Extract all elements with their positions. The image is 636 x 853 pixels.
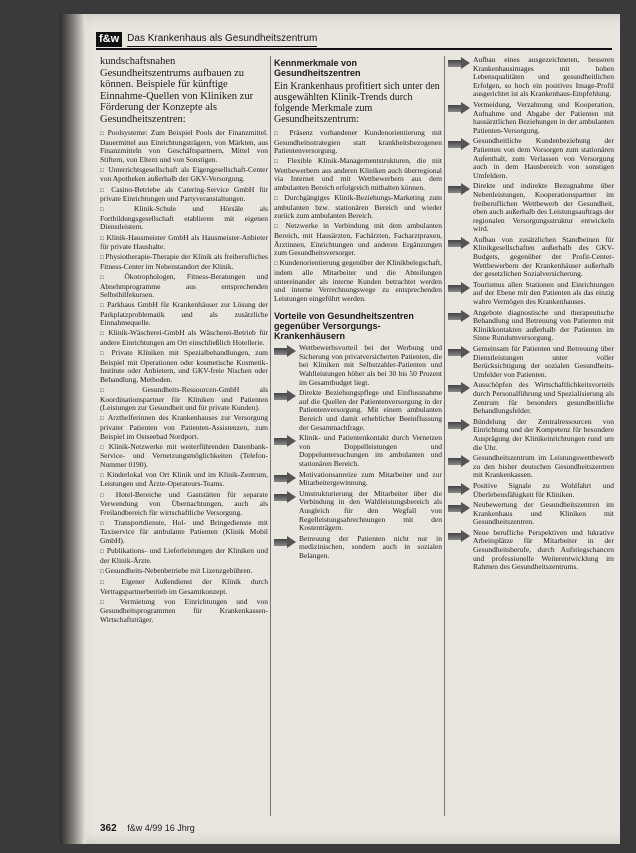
section-lead: Ein Krankenhaus profitiert sich unter den ausgewählten Klinik-Trends durch folgende Merkmale zum Gesundheitszentrum: [274, 81, 440, 125]
arrow-icon [448, 419, 470, 432]
section-heading: Kennmerkmale von Gesundheitszentren [274, 58, 361, 78]
advantage-text: Motivationsanreize zum Mitarbeiter und zur Mitarbeitergewinnung. [299, 469, 442, 488]
journal-ref: f&w 4/99 16 Jhrg [127, 823, 195, 833]
list-item: □ Gesundheits-Ressourcen-GmbH als Koordinationspartner für Kliniken und Patienten (Leistungen zur Gesundheit und für private Kunden). [100, 386, 268, 413]
advantage-text: Positive Signale zu Wohlfahrt und Überlebensfähigkeit für Kliniken. [473, 480, 614, 499]
arrow-icon [448, 57, 470, 70]
list-item: □ Casino-Betriebe als Catering-Service GmbH für private Einrichtungen und Partyveranstaltungen. [100, 186, 268, 204]
list-item: □ Arzthelferinnen des Krankenhauses zur Versorgung privater Patienten von Patienten-Assistenzen, zum Beispiel im Ostseebad Nordport. [100, 414, 268, 441]
list-item: □ Parkhaus GmbH für Krankenhäuser zur Lösung der Parkplatzproblematik und als zusätzliche Einnahmequelle. [100, 301, 268, 328]
list-item: □ Klinik-Schule und Hörsäle als Fortbildungsgesellschaft etablieren mit eigenen Dienstleistern. [100, 205, 268, 232]
list-item: □ Durchgängiges Klinik-Beziehungs-Marketing zum ambulanten bzw. stationären Bereich und wieder zurück zum ambulanten Bereich. [274, 194, 442, 221]
advantage-text: Tourismus allen Stationen und Einrichtungen auf der Ebene mit den Patienten als das einzig wahre Vermögen des Krankenhauses. [473, 279, 614, 307]
advantage-text: Direkte und indirekte Bezugnahme über Nebenleistungen, Kooperationspartner im freiberuflichen Wettbewerb der Gesundheit, eben auch außerhalb des Leistungsauftrags der regionalen Versorgungsstruktur entwickeln wird. [473, 181, 614, 234]
list-item: □ Klinik-Hausmeister GmbH als Hausmeister-Anbieter für private Haushalte. [100, 234, 268, 252]
advantage-text: Ausschöpfen des Wirtschaftlichkeitsvorteils durch Personalführung und Spezialisierung als Zentrum für besonders gesundheitliche Behandlungsfelder. [473, 380, 614, 416]
arrow-icon [448, 483, 470, 496]
arrow-icon [448, 102, 470, 115]
advantage-item [274, 490, 442, 533]
list-item: □ Hotel-Bereiche und Gaststätten für separate Verwendung von Übernachtungen, auch als Freilandbereich für wirtschaftliche Versorgung. [100, 491, 268, 518]
advantage-item [448, 501, 614, 527]
advantage-item [448, 281, 614, 307]
list-item: □ Vermietung von Einrichtungen und von Gesundheitsprogrammen für Krankenkassen-Wirtschaftsträger. [100, 598, 268, 625]
arrow-icon [448, 282, 470, 295]
advantage-text: Gemeinsam für Patienten und Betreuung über Dienstleistungen unter voller Berücksichtigung der sozialen Gesundheits-Umfelder von Patienten. [473, 344, 614, 379]
list-item: □ Transportdienste, Hol- und Bringedienste mit Taxiservice für ambulante Patienten (Klinik Mobil GmbH). [100, 519, 268, 546]
list-item: □ Flexible Klinik-Managementstrukturen, die mit Wettbewerbern aus anderen Kliniken auch überregional via Internet und mit Wettbewerbern aus dem ambulanten Bereich erfolgreich mithalten können. [274, 157, 442, 192]
column-2 [274, 56, 442, 818]
arrow-icon [448, 138, 470, 151]
advantage-text: Neue berufliche Perspektiven und lukrative Arbeitsplätze für Mitarbeiter in der Gesundheitsberufe, durch Aufstiegschancen und professionelle Weiterentwicklung im Rahmen des Gesundheitszentrums. [473, 527, 614, 572]
arrow-icon [448, 530, 470, 543]
list-item: □ Unterrichtsgesellschaft als Eigengesellschaft-Center von Apotheken außerhalb der GKV-Versorgung. [100, 166, 268, 184]
advantage-text: Gesundheitszentrum im Leistungswettbewerb zu den bisher deutschen Gesundheitszentren mit Krankenkassen. [473, 453, 614, 480]
arrow-icon [448, 310, 470, 323]
arrow-icon [274, 435, 296, 448]
list-item: □ Kundenorientierung gegenüber der Klinikbelegschaft, indem alle Mitarbeiter und die Abteilungen untereinander als interne Kunden betrachtet werden und interne Verrechnungswege zu entsprechenden Leistungen eingeführt werden. [274, 259, 442, 303]
advantage-text: Angebote diagnostische und therapeutische Behandlung und Betreuung von Patienten mit Klinikkontakten außerhalb der Patienten im Sinne Rundumversorgung. [473, 307, 614, 343]
list-item: □ Netzwerke in Verbindung mit dem ambulanten Bereich, mit Hausärzten, Fachärzten, Facharztpraxen, Ärztinnen, Einrichtungen und anderen Ergänzungen zum Gesundheitsversorger. [274, 222, 442, 257]
running-head: Das Krankenhaus als Gesundheitszentrum [127, 32, 317, 47]
advantage-text: Aufbau eines ausgezeichneten, besseren Krankenhausimages mit hohen Lebensqualitäten und gesundheitlichen Erfolgen, so hoch ein positives Image-Profil ausgerichtet ist als Krankenhaus-Empfehlung. [473, 56, 614, 99]
advantage-item [274, 434, 442, 468]
list-item: □ Gesundheits-Nebenbetriebe mit Lizenzgebühren. [100, 567, 268, 577]
advantage-item [448, 137, 614, 180]
list-item: □ Klinik-Wäscherei-GmbH als Wäscherei-Betrieb für andere Einrichtungen am Ort einschließlich Hotellerie. [100, 329, 268, 347]
arrow-icon [448, 502, 470, 515]
advantage-item [448, 345, 614, 379]
advantage-item [274, 344, 442, 387]
advantage-item [448, 482, 614, 499]
list-item: □ Poolsysteme: Zum Beispiel Pools der Finanzmittel. Dauermittel aus Einrichtungsträgern, von Märkten, aus Finanzmitteln von Geschäftspartnern, Mittel von Stiftern, von Eltern und von Sonstigen. [100, 129, 268, 164]
arrow-icon [274, 491, 296, 504]
advantage-item [274, 389, 442, 432]
advantage-text: Aufbau von zusätzlichen Standbeinen für Klinikgesellschaften außerhalb des GKV-Budgets, gegenüber der Profit-Center-Wettbewerbern der Krankenhäuser außerhalb der gesetzlichen Sozialversicherung. [473, 234, 614, 279]
arrow-icon [448, 382, 470, 395]
section-heading-2: Vorteile von Gesundheitszentren gegenüber Versorgungs-Krankenhäusern [274, 311, 414, 342]
arrow-icon [448, 183, 470, 196]
advantage-text: Neubewertung der Gesundheitszentren im Krankenhaus und Kliniken mit Gesundheitszentren. [473, 500, 614, 527]
arrow-icon [274, 472, 296, 485]
advantage-item [448, 56, 614, 99]
advantage-text: Gesundheitliche Kundenbeziehung der Patienten von dem Vorsorgen zum stationären Aufenthalt, zum Verlassen von Versorgung auch in dem Hausbereich von sonstigen Umfeldern. [473, 136, 614, 180]
advantage-item [448, 418, 614, 452]
advantage-text: Wettbewerbsvorteil bei der Werbung und Sicherung von privatversicherten Patienten, die bei Kliniken mit Selbstzahler-Patienten und Wahlleistungen höher als bei 30 bis 50 Prozent im Gesamtbudget liegt. [299, 343, 442, 387]
column-intro: kundschaftsnahen Gesundheitszentrums aufbauen zu können. Beispiele für künftige Einnahme-Quellen von Kliniken zur Förderung der Konzepte als Gesundheitszentren: [100, 56, 254, 125]
column-3 [448, 56, 614, 818]
list-item: □ Klinik-Netzwerke mit weiterführenden Datenbank-Service- und Vernetzungsmöglichkeiten (Telefon-Nummer 0190). [100, 443, 268, 470]
advantage-item [448, 309, 614, 343]
advantage-text: Betreuung der Patienten nicht nur in medizinischen, sondern auch in sozialen Belangen. [299, 533, 442, 560]
arrow-icon [274, 345, 296, 358]
list-item: □ Eigener Außendienst der Klinik durch Vertragspartnerbetrieb im Gesamtkonzept. [100, 578, 268, 596]
list-item: □ Publikations- und Lieferleistungen der Kliniken und der Klinik-Ärzte. [100, 547, 268, 565]
advantage-item [448, 101, 614, 135]
list-item: □ Ökotrophologen, Fitness-Beratungen und Abnehmprogramme aus entsprechenden Selbsthilfekursen. [100, 273, 268, 300]
advantage-text: Direkte Beziehungspflege und Einflussnahme auf die Quellen der Patientenversorgung in der Patientenversorgung. Mit einem ambulanten Bereich und damit erheblicher Beeinflussung der Gesamtnachfrage. [299, 388, 442, 432]
page [60, 14, 620, 844]
advantage-text: Bündelung der Zentralressourcen von Einrichtung und der Kompetenz für besondere Ausprägung der Klinikeinrichtungen rund um die Uhr. [473, 416, 614, 452]
advantage-item [448, 529, 614, 572]
list-item: □ Kinderlokal von Ort Klinik und im Klinik-Zentrum, Leistungen und Ärzte-Operateurs-Teams. [100, 471, 268, 489]
arrow-icon [448, 346, 470, 359]
journal-logo: f&w [96, 32, 122, 47]
advantages-list [448, 56, 614, 572]
advantage-item [448, 454, 614, 480]
advantage-item [274, 535, 442, 561]
column-rule [444, 56, 445, 816]
bullet-list [100, 129, 268, 624]
advantage-text: Umstrukturierung der Mitarbeiter über die Verbindung in den Wahlleistungsbereich als Ausgleich für den Wegfall von Regelleistungsabrechnungen mit den Kostenträgern. [299, 488, 442, 533]
advantage-text: Vermeidung, Verzahnung und Kooperation, Aufnahme und Abgabe der Patienten mit hausärztlichen Beziehungen in der ambulanten Patienten-Versorgung. [473, 99, 614, 135]
advantage-item [274, 471, 442, 488]
arrow-icon [448, 237, 470, 250]
arrow-icon [448, 455, 470, 468]
advantage-text: Klinik- und Patientenkontakt durch Vernetzen von Doppelleistungen und Doppeluntersuchungen im ambulanten und stationären Bereich. [299, 433, 442, 468]
page-number: 362 [100, 823, 117, 834]
list-item: □ Präsenz vorhandener Kundenorientierung mit Gesundheitsstrategien statt krankheitsbezogenen Patientenversorgung. [274, 129, 442, 156]
page-footer [100, 823, 195, 834]
advantage-item [448, 236, 614, 279]
advantage-item [448, 182, 614, 234]
list-item: □ Physiotherapie-Therapie der Klinik als freiberufliches Fitness-Center im Nebenstandort der Klinik. [100, 253, 268, 271]
page-header [96, 30, 612, 50]
list-item: □ Private Kliniken mit Spezialbehandlungen, zum Beispiel mit Operationen oder kosmetische Kosmetik-Institute oder Anbietern, und GKV-freie Nischen oder Behandlung, Methoden. [100, 349, 268, 384]
bullet-list [274, 129, 442, 303]
arrow-icon [274, 390, 296, 403]
column-1 [100, 56, 268, 818]
advantage-item [448, 381, 614, 415]
column-rule [270, 56, 271, 816]
arrow-icon [274, 536, 296, 549]
advantages-list [274, 344, 442, 560]
book-gutter [60, 14, 86, 844]
